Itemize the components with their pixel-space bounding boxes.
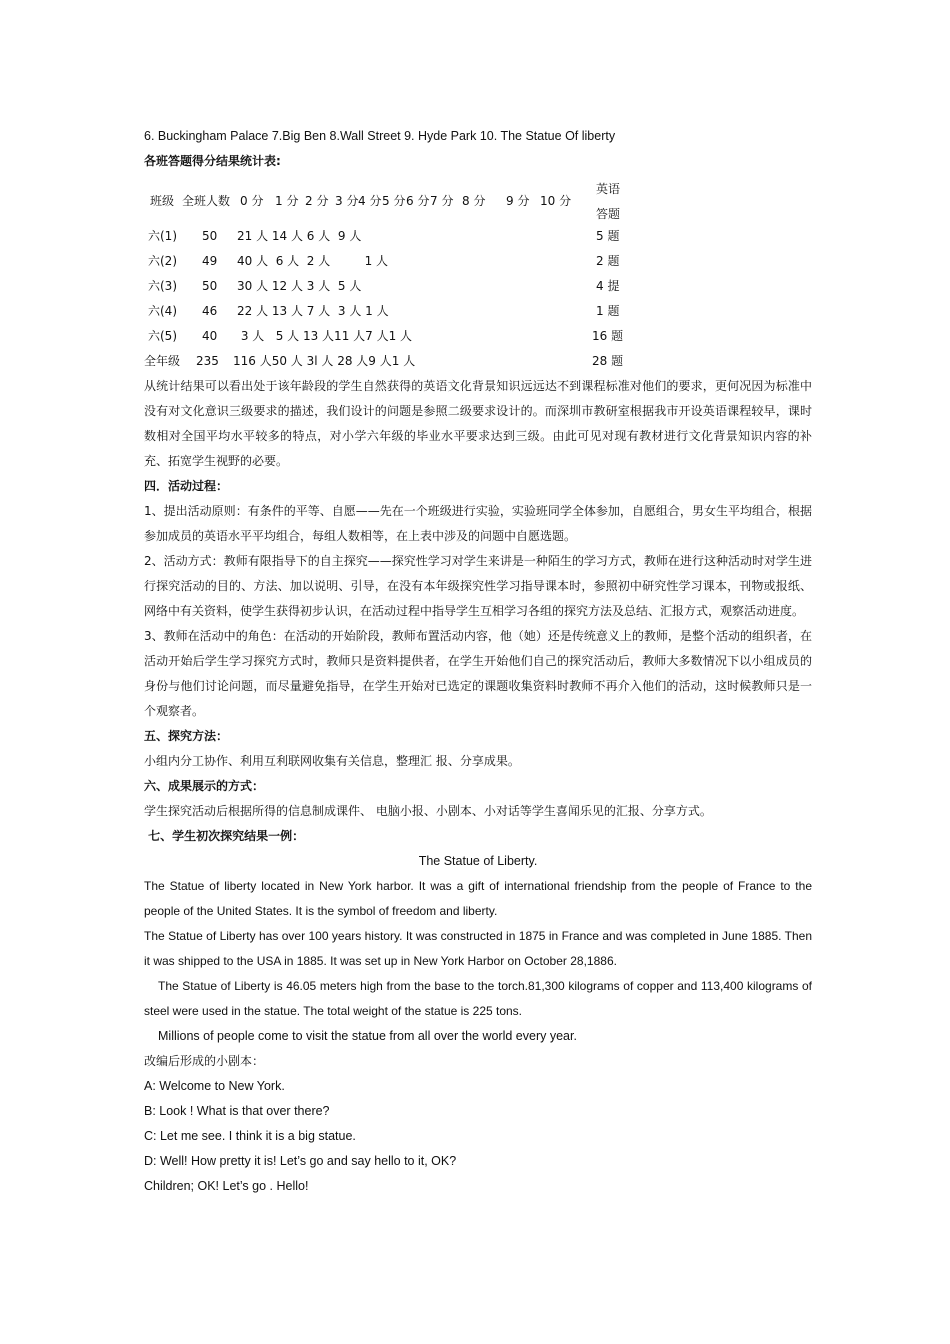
table-header-score-0: 0 分	[240, 194, 264, 208]
row-1-scores: 21 人 14 人 6 人 9 人	[237, 229, 362, 243]
section-7-heading: 七、学生初次探究结果一例：	[144, 829, 305, 843]
table-header-score-7: 7 分	[430, 194, 454, 208]
dialogue-line: A: Welcome to New York.	[144, 1079, 285, 1093]
dialogue-line: B: Look ! What is that over there?	[144, 1104, 330, 1118]
section-5-heading: 五、探究方法：	[144, 729, 229, 743]
row-1-class: 六(1)	[148, 229, 177, 243]
row-4-class: 六(4)	[148, 304, 177, 318]
table-header-score-10: 10 分	[540, 194, 572, 208]
script-intro: 改编后形成的小剧本：	[144, 1054, 265, 1068]
analysis-paragraph: 从统计结果可以看出处于该年龄段的学生自然获得的英语文化背景知识远远达不到课程标准对他们的要求，更何况因为标准中没有对文化意识三级要求的描述，我们设计的问题是参照二级要求设计的。而深圳市教研室根据我市开设英语课程较早，课时数相对全国平均水平较多的特点，对小学六年级的毕业水平要求达到三级。由此可见对现有教材进行文化背景知识内容的补充、拓宽学生视野的必要。	[144, 379, 812, 468]
section-6-heading: 六、成果展示的方式：	[144, 779, 265, 793]
row-4-total: 46	[202, 304, 218, 318]
table-header-score-5: 5 分	[382, 194, 406, 208]
row-1-answers: 5 题	[596, 229, 620, 243]
row-3-class: 六(3)	[148, 279, 177, 293]
section-4-item-3: 3、教师在活动中的角色：在活动的开始阶段，教师布置活动内容，他（她）还是传统意义上的教师，是整个活动的组织者，在活动开始后学生学习探究方式时，教师只是资料提供者，在学生开始他们自己的探究活动后，教师大多数情况下以小组成员的身份与他们讨论问题，而尽量避免指导，在学生开始对已选定的课题收集资料时教师不再介入他们的活动，这时候教师只是一个观察者。	[144, 629, 812, 718]
section-4-item-2: 2、活动方式：教师有限指导下的自主探究——探究性学习对学生来讲是一种陌生的学习方式，教师在进行这种活动时对学生进行探究活动的目的、方法、加以说明、引导，在没有本年级探究性学习指导课本时，参照初中研究性学习课本，刊物或报纸、网络中有关资料，使学生获得初步认识，在活动过程中指导学生互相学习各组的探究方法及总结、汇报方式，观察活动进度。	[144, 554, 812, 618]
row-2-class: 六(2)	[148, 254, 177, 268]
essay-paragraph-1: The Statue of liberty located in New York harbor. It was a gift of international friendship from the people of France to the people of the United States. It is the symbol of freedom and liberty.	[144, 879, 812, 918]
section-4-heading: 四．活动过程：	[144, 479, 229, 493]
row-6-class: 全年级	[144, 354, 181, 368]
row-5-answers: 16 题	[592, 329, 624, 343]
score-table	[144, 174, 812, 374]
table-header-total: 全班人数	[182, 194, 231, 208]
row-5-total: 40	[202, 329, 218, 343]
essay-paragraph-2: The Statue of Liberty has over 100 years history. It was constructed in 1875 in France and was completed in June 1885. Then it was shipped to the USA in 1885. It was set up in New York Harbor on October 28,1886.	[144, 929, 812, 968]
row-4-answers: 1 题	[596, 304, 620, 318]
row-3-total: 50	[202, 279, 218, 293]
row-6-total: 235	[196, 354, 219, 368]
dialogue-line: Children; OK! Let’s go . Hello!	[144, 1179, 309, 1193]
row-6-answers: 28 题	[592, 354, 624, 368]
table-header-score-8: 8 分	[462, 194, 486, 208]
table-header-answers-line2: 答题	[596, 207, 621, 221]
essay-paragraph-4: Millions of people come to visit the statue from all over the world every year.	[158, 1029, 577, 1043]
essay-paragraph-3: The Statue of Liberty is 46.05 meters high from the base to the torch.81,300 kilograms of copper and 113,400 kilograms of steel were used in the statue. The total weight of the statue is 225 tons.	[144, 979, 812, 1018]
row-5-class: 六(5)	[148, 329, 177, 343]
table-header-score-2: 2 分	[305, 194, 329, 208]
table-header-score-4: 4 分	[358, 194, 382, 208]
row-2-total: 49	[202, 254, 218, 268]
row-6-scores: 116 人50 人 3l 人 28 人9 人1 人	[233, 354, 416, 368]
dialogue-line: C: Let me see. I think it is a big statue.	[144, 1129, 356, 1143]
section-4-item-1: 1、提出活动原则：有条件的平等、自愿——先在一个班级进行实验，实验班同学全体参加，自愿组合，男女生平均组合，根据参加成员的英语水平平均组合，每组人数相等，在上表中涉及的问题中自愿选题。	[144, 504, 812, 543]
dialogue-line: D: Well! How pretty it is! Let’s go and say hello to it, OK?	[144, 1154, 457, 1168]
table-header-score-6: 6 分	[406, 194, 430, 208]
table-header-score-1: 1 分	[275, 194, 299, 208]
row-2-answers: 2 题	[596, 254, 620, 268]
essay-title: The Statue of Liberty.	[418, 854, 538, 868]
section-5-text: 小组内分工协作、利用互利联网收集有关信息，整理汇 报、分享成果。	[144, 754, 520, 768]
row-3-answers: 4 提	[596, 279, 620, 293]
table-title: 各班答题得分结果统计表:	[144, 154, 281, 168]
row-3-scores: 30 人 12 人 3 人 5 人	[237, 279, 362, 293]
row-5-scores: 3 人 5 人 13 人11 人7 人1 人	[237, 329, 413, 343]
section-6-text: 学生探究活动后根据所得的信息制成课件、 电脑小报、小剧本、小对话等学生喜闻乐见的汇报、分享方式。	[144, 804, 712, 818]
table-header-answers-line1: 英语	[596, 182, 621, 196]
row-4-scores: 22 人 13 人 7 人 3 人 1 人	[237, 304, 389, 318]
row-1-total: 50	[202, 229, 218, 243]
table-header-score-9: 9 分	[506, 194, 530, 208]
table-header-score-3: 3 分	[335, 194, 359, 208]
document-page	[144, 124, 812, 1199]
table-header-class: 班级	[150, 194, 175, 208]
row-2-scores: 40 人 6 人 2 人 1 人	[237, 254, 389, 268]
landmark-list-line: 6. Buckingham Palace 7.Big Ben 8.Wall Street 9. Hyde Park 10. The Statue Of liberty	[144, 129, 616, 143]
